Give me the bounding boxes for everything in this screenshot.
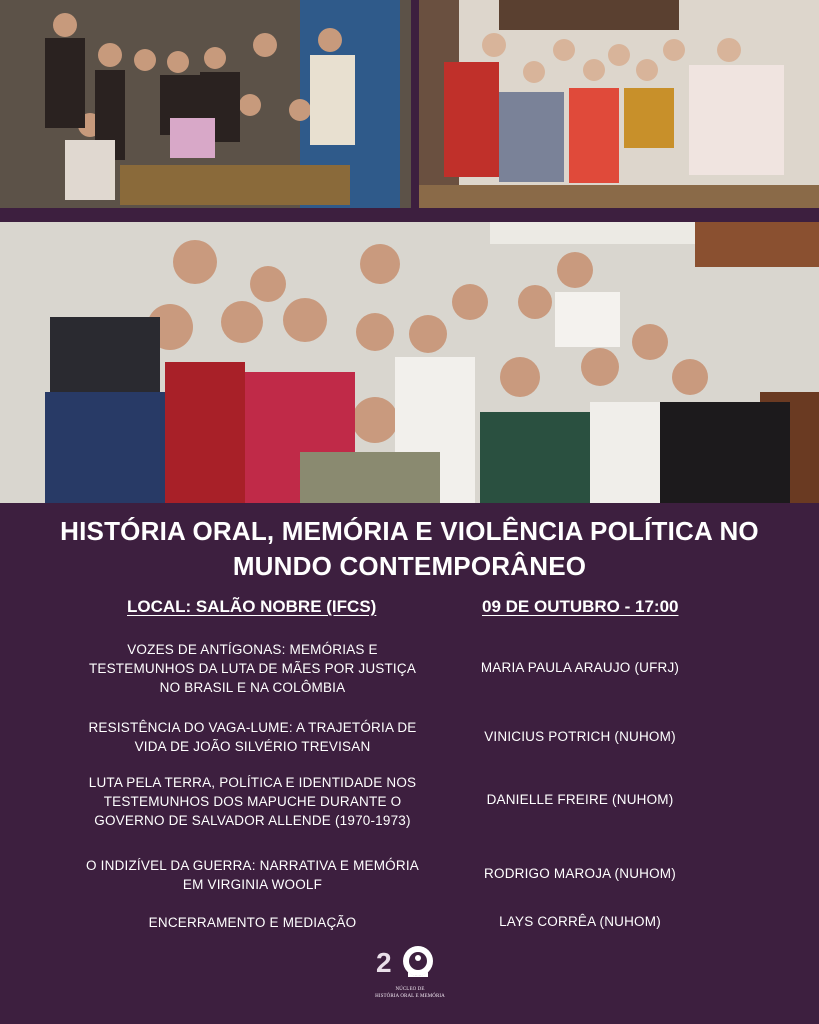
event-title-line1: HISTÓRIA ORAL, MEMÓRIA E VIOLÊNCIA POLÍTICA NO [60, 516, 759, 546]
talk-title-3: LUTA PELA TERRA, POLÍTICA E IDENTIDADE NOS TESTEMUNHOS DOS MAPUCHE DURANTE O GOVERNO DE SALVADOR ALLENDE (1970-1973) [88, 775, 417, 828]
logo-caption-line2: HISTÓRIA ORAL E MEMÓRIA [375, 994, 445, 999]
location-label: LOCAL: SALÃO NOBRE (IFCS) [127, 597, 377, 616]
group-photo-top-left [0, 0, 411, 208]
svg-text:2: 2 [376, 947, 392, 978]
talk-speaker-2: VINICIUS POTRICH (NUHOM) [484, 729, 676, 744]
event-title-line2: MUNDO CONTEMPORÂNEO [232, 551, 587, 581]
logo-caption-line1: NÚCLEO DE [395, 987, 425, 992]
group-photo-bottom [0, 222, 819, 503]
talk-title-1: VOZES DE ANTÍGONAS: MEMÓRIAS E TESTEMUNHOS DA LUTA DE MÃES POR JUSTIÇA NO BRASIL E NA COLÔMBIA [88, 642, 417, 695]
group-photo-icon [0, 222, 819, 503]
nuhom-20-logo-icon [374, 944, 446, 980]
talk-title-4: O INDIZÍVEL DA GUERRA: NARRATIVA E MEMÓRIA EM VIRGINIA WOOLF [86, 858, 419, 892]
group-photo-top-right [419, 0, 819, 208]
talk-speaker-4: RODRIGO MAROJA (NUHOM) [484, 866, 676, 881]
group-photo-icon [0, 0, 411, 208]
talk-speaker-5: LAYS CORRÊA (NUHOM) [499, 914, 661, 929]
nuhom-20-logo [372, 944, 448, 1004]
group-photo-icon [419, 0, 819, 208]
talk-speaker-1: MARIA PAULA ARAUJO (UFRJ) [480, 660, 680, 675]
date-time-label: 09 DE OUTUBRO - 17:00 [482, 597, 679, 616]
event-title [20, 514, 799, 584]
talk-title-2: RESISTÊNCIA DO VAGA-LUME: A TRAJETÓRIA DE VIDA DE JOÃO SILVÉRIO TREVISAN [88, 720, 417, 754]
talk-speaker-3: DANIELLE FREIRE (NUHOM) [486, 792, 674, 807]
talk-title-5: ENCERRAMENTO E MEDIAÇÃO [148, 915, 357, 930]
